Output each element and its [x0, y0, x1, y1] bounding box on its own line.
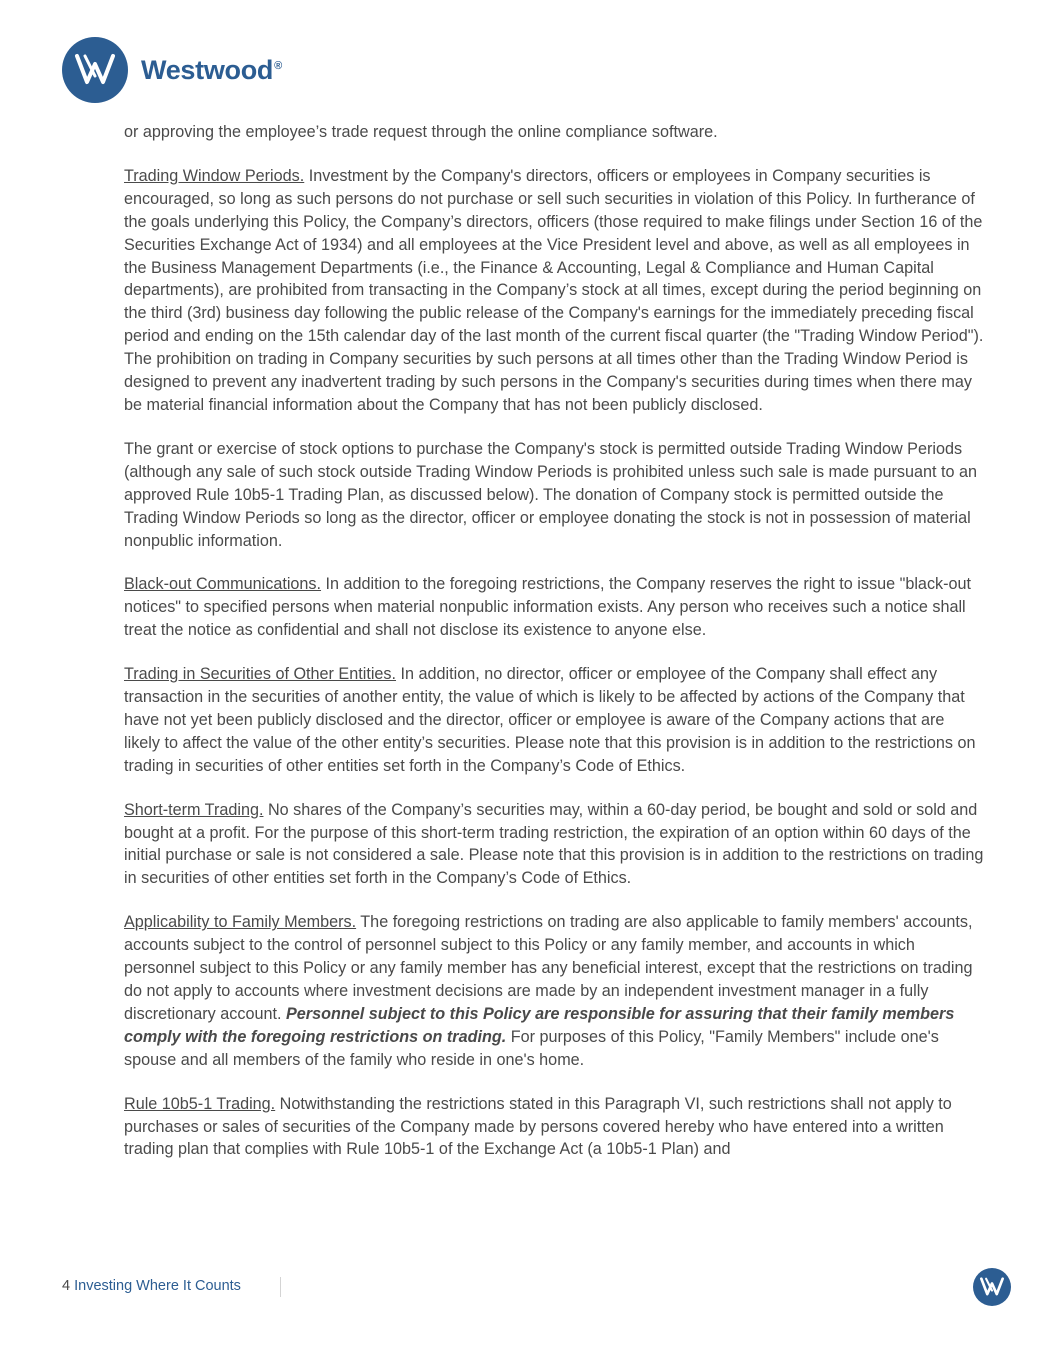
short-term-paragraph — [124, 799, 984, 891]
document-body — [124, 121, 984, 1182]
footer-tagline: Investing Where It Counts — [74, 1278, 241, 1294]
footer-divider — [280, 1277, 281, 1297]
rule-10b5-paragraph — [124, 1093, 984, 1162]
footer-westwood-icon — [973, 1268, 1011, 1306]
rule-10b5-body: Notwithstanding the restrictions stated in this Paragraph VI, such restrictions shall not apply to purchases or sales of securities of the Company made by persons covered hereby who have entered into a written trading plan that complies with Rule 10b5-1 of the Exchange Act (a 10b5-1 Plan) and — [124, 1094, 952, 1159]
blackout-heading: Black-out Communications. — [124, 575, 322, 594]
other-entities-heading: Trading in Securities of Other Entities. — [124, 665, 397, 684]
trading-window-body: Investment by the Company's directors, officers or employees in Company securities is encouraged, so long as such persons do not purchase or sell such securities in violation of this Policy. In furtherance of the goals underlying this Policy, the Company’s directors, officers (those required to make filings under Section 16 of the Securities Exchange Act of 1934) and all employees at the Vice President level and above, as well as all employees in the Business Management Departments (i.e., the Finance & Accounting, Legal & Compliance and Human Capital departments), are prohibited from transacting in the Company’s stock at all times, except during the period beginning on the third (3rd) business day following the public release of the Company's earnings for the immediately preceding fiscal period and ending on the 15th calendar day of the last month of the current fiscal quarter (the "Trading Window Period"). The prohibition on trading in Company securities by such persons at all times other than the Trading Window Period is designed to prevent any inadvertent trading by such persons in the Company's securities during times when there may be material financial information about the Company that has not been publicly disclosed. — [124, 166, 984, 414]
trading-window-paragraph — [124, 165, 984, 417]
registered-mark: ® — [274, 59, 282, 72]
other-entities-paragraph — [124, 663, 984, 778]
family-heading: Applicability to Family Members. — [124, 913, 357, 932]
page-footer — [62, 1278, 241, 1294]
family-body-1: The foregoing restrictions on trading are also applicable to family members' accounts, accounts subject to the control of personnel subject to this Policy or any family member, and accounts in which personnel subject to this Policy or any family member has any beneficial interest, except that the restrictions on trading do not apply to accounts where investment decisions are made by an independent investment manager in a fully discretionary account. — [124, 913, 973, 1023]
family-paragraph — [124, 911, 984, 1071]
other-entities-body: In addition, no director, officer or employee of the Company shall effect any transaction in the securities of another entity, the value of which is likely to be affected by actions of the Company that have not yet been publicly disclosed and the director, officer or employee is aware of the Company actions that are likely to affect the value of the other entity’s securities. Please note that this provision is in addition to the restrictions on trading in securities of other entities set forth in the Company’s Code of Ethics. — [124, 665, 976, 775]
short-term-heading: Short-term Trading. — [124, 800, 264, 819]
rule-10b5-heading: Rule 10b5-1 Trading. — [124, 1094, 276, 1113]
family-emphasis: Personnel subject to this Policy are responsible for assuring that their family members comply with the foregoing restrictions on trading. — [124, 1004, 955, 1046]
westwood-mark-icon — [62, 37, 128, 103]
brand-name: Westwood® — [141, 54, 282, 85]
trading-window-heading: Trading Window Periods. — [124, 166, 305, 185]
westwood-logo — [62, 37, 282, 103]
stock-options-paragraph: The grant or exercise of stock options to purchase the Company's stock is permitted outside Trading Window Periods (although any sale of such stock outside Trading Window Periods is prohibited unless such sale is made pursuant to an approved Rule 10b5-1 Trading Plan, as discussed below). The donation of Company stock is permitted outside the Trading Window Periods so long as the director, officer or employee donating the stock is not in possession of material nonpublic information. — [124, 439, 978, 550]
short-term-body: No shares of the Company’s securities may, within a 60-day period, be bought and sold or sold and bought at a profit. For the purpose of this short-term trading restriction, the expiration of an option within 60 days of the initial purchase or sale is not considered a sale. Please note that this provision is in addition to the restrictions on trading in securities of other entities set forth in the Company’s Code of Ethics. — [124, 800, 984, 888]
blackout-body: In addition to the foregoing restrictions, the Company reserves the right to issue "black-out notices" to specified persons when material nonpublic information exists. Any person who receives such a notice shall treat the notice as confidential and shall not disclose its existence to anyone else. — [124, 575, 972, 640]
intro-paragraph: or approving the employee’s trade request through the online compliance software. — [124, 123, 718, 141]
family-body-2: For purposes of this Policy, "Family Members" include one's spouse and all members of the family who reside in one's home. — [124, 1027, 939, 1069]
blackout-paragraph — [124, 573, 984, 642]
page-number: 4 — [62, 1278, 71, 1294]
